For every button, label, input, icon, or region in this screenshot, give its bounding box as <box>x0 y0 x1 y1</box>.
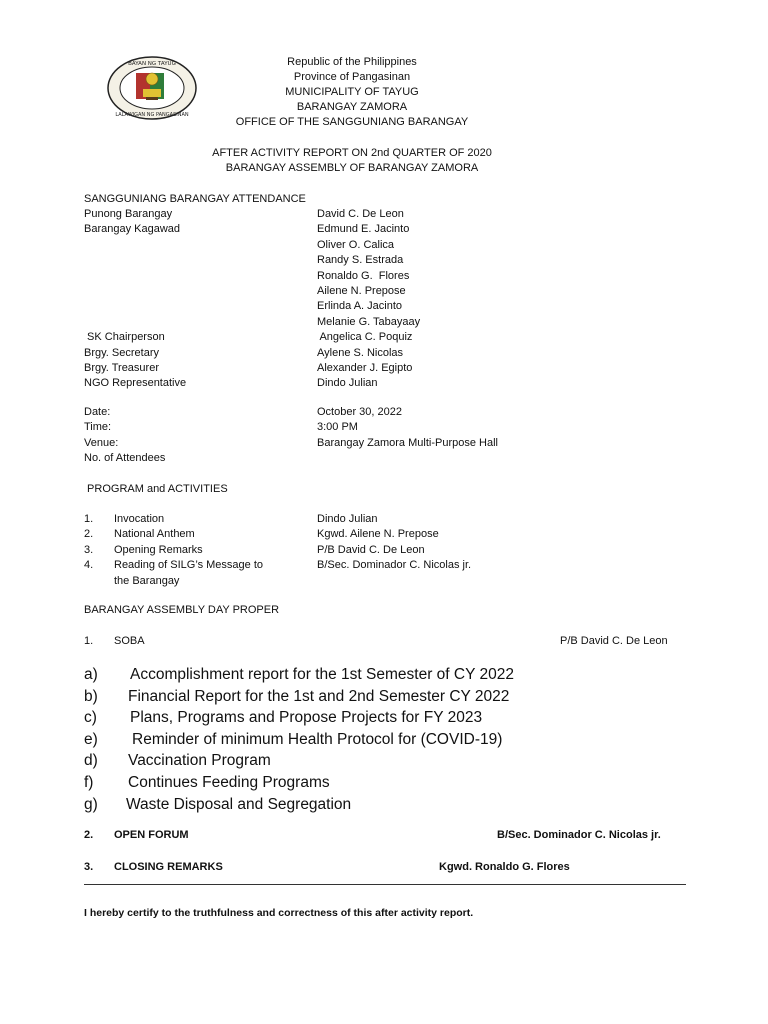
soba-item-letter: c) <box>84 709 97 727</box>
closing-remarks-person: Kgwd. Ronaldo G. Flores <box>439 861 570 873</box>
svg-text:BAYAN NG TAYUG: BAYAN NG TAYUG <box>128 61 176 67</box>
header-office: OFFICE OF THE SANGGUNIANG BARANGAY <box>235 116 469 128</box>
attendance-names <box>317 207 420 392</box>
attendance-role: Brgy. Secretary <box>84 346 159 359</box>
program-item-person: Kgwd. Ailene N. Prepose <box>317 528 439 541</box>
program-item-number: 1. <box>84 513 94 525</box>
soba-items-list <box>84 664 514 815</box>
attendance-role: Barangay Kagawad <box>84 223 181 236</box>
closing-remarks-row <box>84 860 223 875</box>
program-item-activity: Opening Remarks <box>114 543 203 556</box>
attendance-name: Alexander J. Egipto <box>317 361 413 374</box>
attendance-name: Oliver O. Calica <box>317 238 395 251</box>
attendance-name: David C. De Leon <box>317 208 404 220</box>
detail-value-attendees <box>317 451 498 466</box>
soba-item-letter: d) <box>84 752 98 770</box>
attendance-roles <box>84 207 186 392</box>
soba-item-letter: g) <box>84 795 98 813</box>
attendance-role <box>84 253 186 268</box>
attendance-name: Ailene N. Prepose <box>317 284 406 297</box>
detail-label-time: Time: <box>84 421 112 434</box>
header-republic: Republic of the Philippines <box>287 56 417 68</box>
soba-number: 1. <box>84 635 94 647</box>
open-forum-number: 2. <box>84 829 94 841</box>
soba-label: SOBA <box>114 635 145 647</box>
program-activities <box>84 512 263 589</box>
soba-item-letter: b) <box>84 687 98 705</box>
attendance-name: Edmund E. Jacinto <box>317 223 410 236</box>
soba-row <box>84 634 145 649</box>
program-item-number: 4. <box>84 559 94 572</box>
soba-item-text: Financial Report for the 1st and 2nd Semester CY 2022 <box>128 687 510 705</box>
program-item-activity: National Anthem <box>114 528 195 541</box>
program-item-number: 3. <box>84 543 94 556</box>
attendance-name: Erlinda A. Jacinto <box>317 300 402 313</box>
svg-text:LALAWIGAN NG PANGASINAN: LALAWIGAN NG PANGASINAN <box>115 112 189 118</box>
program-persons <box>317 512 471 589</box>
details-labels <box>84 405 165 467</box>
report-title-line-2: BARANGAY ASSEMBLY OF BARANGAY ZAMORA <box>225 162 479 174</box>
program-item-activity: Reading of SILG’s Message to <box>114 559 263 572</box>
open-forum-label: OPEN FORUM <box>114 829 189 841</box>
attendance-role <box>84 315 186 330</box>
program-item-person <box>317 574 471 589</box>
attendance-role <box>84 299 186 314</box>
header-province: Province of Pangasinan <box>293 71 411 83</box>
program-item-person: Dindo Julian <box>317 513 378 525</box>
program-item-activity: Invocation <box>114 513 165 525</box>
soba-item-text: Reminder of minimum Health Protocol for (COVID-19) <box>132 730 503 748</box>
soba-item-letter: e) <box>84 730 98 748</box>
soba-item-text: Accomplishment report for the 1st Semester of CY 2022 <box>130 666 514 683</box>
attendance-role: NGO Representative <box>84 377 187 390</box>
attendance-name: Angelica C. Poquiz <box>317 331 413 344</box>
program-item-person: P/B David C. De Leon <box>317 543 425 556</box>
soba-item-text: Vaccination Program <box>128 752 271 770</box>
attendance-role: SK Chairperson <box>84 331 165 344</box>
soba-item-letter: a) <box>84 666 98 683</box>
barangay-seal-logo <box>106 55 198 121</box>
details-values <box>317 405 498 467</box>
horizontal-rule <box>84 884 686 885</box>
report-title-line-1: AFTER ACTIVITY REPORT ON 2nd QUARTER OF 2020 <box>212 147 492 159</box>
program-item-activity: the Barangay <box>114 574 180 587</box>
open-forum-row <box>84 828 189 843</box>
header-municipality: MUNICIPALITY OF TAYUG <box>285 86 419 98</box>
assembly-heading: BARANGAY ASSEMBLY DAY PROPER <box>84 604 280 616</box>
attendance-role: Punong Barangay <box>84 208 173 220</box>
attendance-role <box>84 284 186 299</box>
closing-remarks-label: CLOSING REMARKS <box>114 861 223 873</box>
attendance-name: Ronaldo G. Flores <box>317 269 410 282</box>
detail-label-date: Date: <box>84 406 111 418</box>
program-heading: PROGRAM and ACTIVITIES <box>84 483 228 495</box>
detail-label-venue: Venue: <box>84 436 119 449</box>
attendance-name: Melanie G. Tabayaay <box>317 315 421 328</box>
program-item-number: 2. <box>84 528 94 541</box>
attendance-heading: SANGGUNIANG BARANGAY ATTENDANCE <box>84 193 306 205</box>
attendance-name: Dindo Julian <box>317 377 378 390</box>
detail-label-attendees: No. of Attendees <box>84 452 166 465</box>
open-forum-person: B/Sec. Dominador C. Nicolas jr. <box>497 829 661 841</box>
detail-value-venue: Barangay Zamora Multi-Purpose Hall <box>317 436 498 449</box>
attendance-role <box>84 269 186 284</box>
attendance-name: Aylene S. Nicolas <box>317 346 404 359</box>
program-item-person: B/Sec. Dominador C. Nicolas jr. <box>317 559 472 572</box>
soba-item-text: Continues Feeding Programs <box>128 773 330 791</box>
closing-remarks-number: 3. <box>84 861 94 873</box>
detail-value-time: 3:00 PM <box>317 421 358 434</box>
detail-value-date: October 30, 2022 <box>317 406 403 418</box>
soba-item-text: Waste Disposal and Segregation <box>126 795 352 813</box>
header-barangay: BARANGAY ZAMORA <box>296 101 408 113</box>
soba-item-letter: f) <box>84 773 94 791</box>
certification-statement: I hereby certify to the truthfulness and correctness of this after activity report. <box>84 907 474 919</box>
soba-person: P/B David C. De Leon <box>560 635 668 647</box>
attendance-role <box>84 238 186 253</box>
soba-item-text: Plans, Programs and Propose Projects for FY 2023 <box>130 709 483 727</box>
attendance-name: Randy S. Estrada <box>317 254 404 267</box>
attendance-role: Brgy. Treasurer <box>84 361 159 374</box>
